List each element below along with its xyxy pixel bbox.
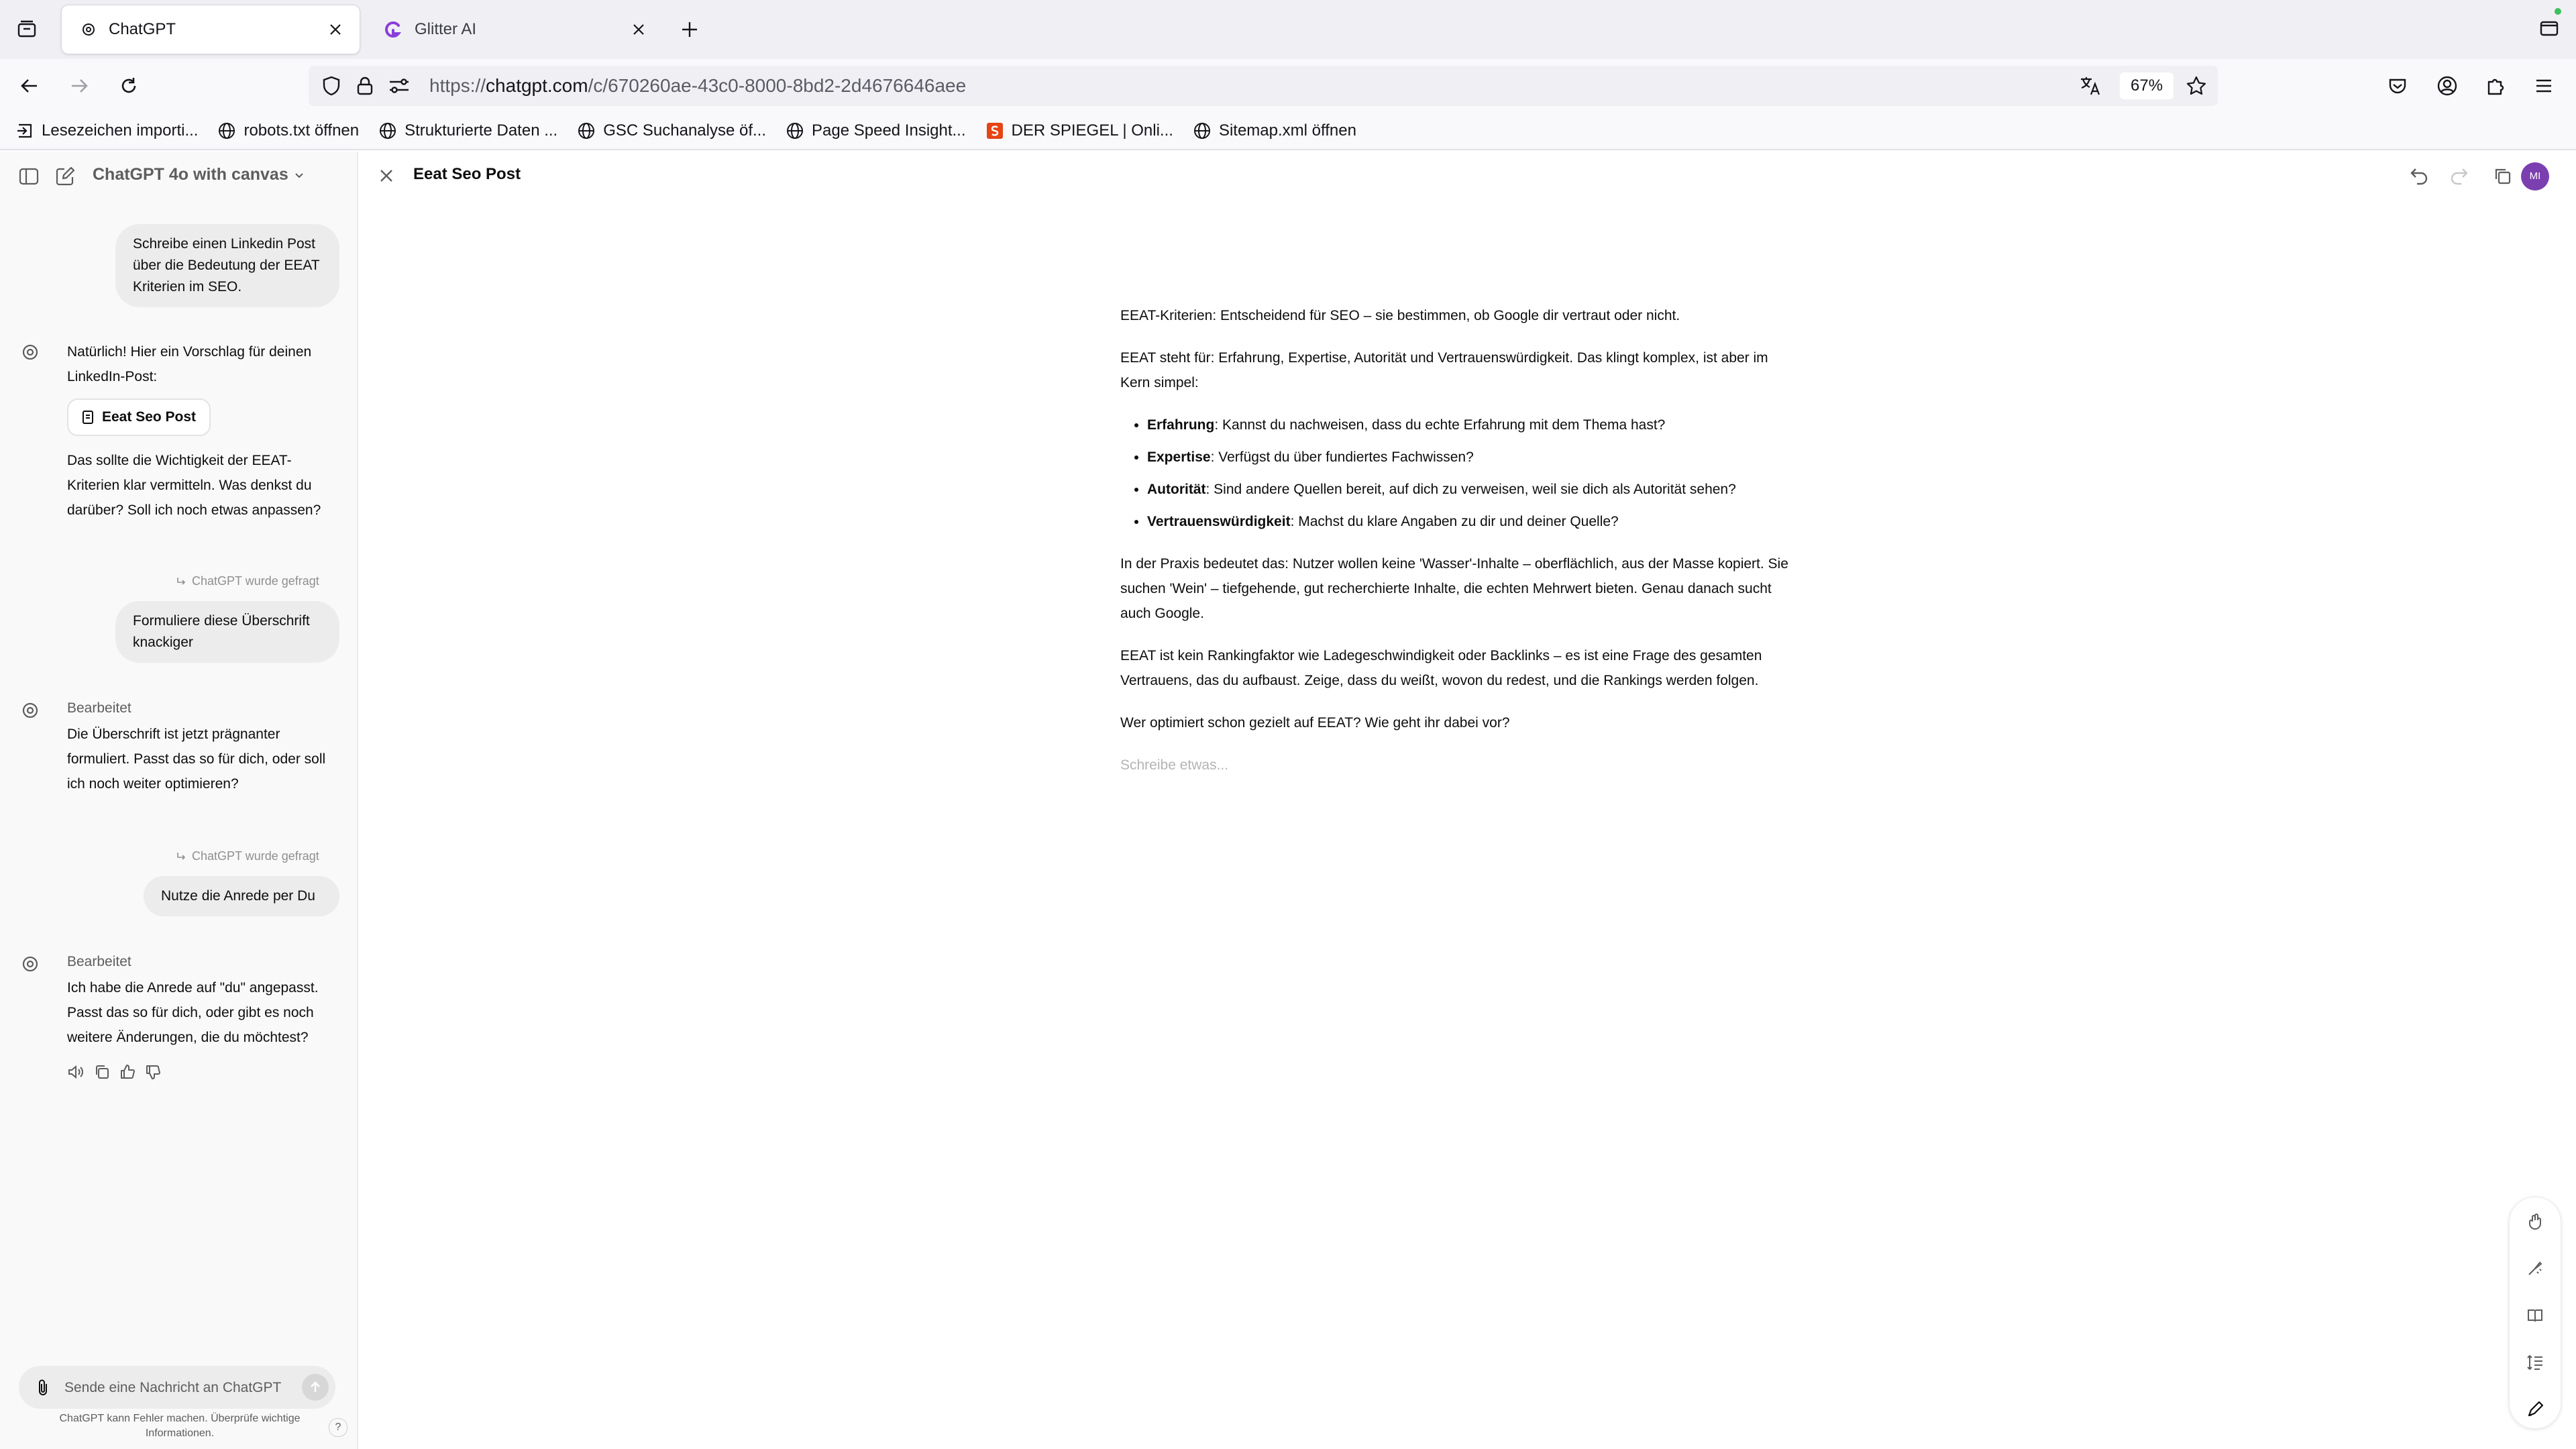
account-icon[interactable]: [2435, 74, 2459, 98]
bookmark-label: GSC Suchanalyse öf...: [603, 121, 767, 140]
bookmark-import[interactable]: [15, 121, 198, 141]
user-message-text: Schreibe einen Linkedin Post über die Bedeutung der EEAT Kriterien im SEO.: [133, 236, 320, 294]
globe-icon: [576, 121, 596, 141]
user-message-text: Nutze die Anrede per Du: [161, 888, 315, 904]
doc-paragraph: EEAT steht für: Erfahrung, Expertise, Autorität und Vertrauenswürdigkeit. Das klingt komplex, ist aber im Kern simpel:: [1120, 350, 1768, 390]
globe-icon: [1192, 121, 1212, 141]
import-icon: [15, 121, 35, 141]
back-icon[interactable]: [17, 74, 42, 98]
doc-bullet-text: : Verfügst du über fundiertes Fachwissen?: [1210, 449, 1474, 465]
thumbs-down-icon[interactable]: [145, 1064, 161, 1080]
new-chat-icon[interactable]: [54, 165, 76, 188]
doc-bullet-term: Autorität: [1147, 482, 1206, 497]
tab-glitter-ai[interactable]: [365, 5, 663, 54]
message-input[interactable]: [63, 1366, 294, 1410]
edited-label: Bearbeitet: [67, 700, 131, 716]
canvas-toolbar: [2509, 1197, 2561, 1429]
bookmarks-bar: [0, 113, 2576, 150]
url-prefix: https://: [429, 75, 486, 96]
url-text[interactable]: [429, 66, 966, 106]
message-composer: [19, 1366, 335, 1409]
window-icon[interactable]: [2537, 16, 2561, 40]
asked-label: [176, 849, 319, 863]
emoji-icon[interactable]: [2522, 1208, 2548, 1235]
assistant-message: Das sollte die Wichtigkeit der EEAT-Kriterien klar vermitteln. Was denkst du darüber? Soll ich noch etwas anpassen?: [67, 453, 321, 518]
doc-bullet-text: : Machst du klare Angaben zu dir und deiner Quelle?: [1290, 514, 1619, 529]
assistant-message: Natürlich! Hier ein Vorschlag für deinen LinkedIn-Post:: [67, 344, 312, 384]
asked-label-text: ChatGPT wurde gefragt: [192, 574, 319, 588]
copy-icon[interactable]: [94, 1064, 110, 1080]
tab-chatgpt[interactable]: [62, 5, 360, 54]
doc-bullet-text: : Sind andere Quellen bereit, auf dich zu verweisen, weil sie dich als Autorität sehen?: [1205, 482, 1736, 497]
bookmark-pagespeed[interactable]: [785, 121, 966, 141]
document-icon: [82, 410, 94, 425]
polish-icon[interactable]: [2522, 1255, 2548, 1282]
bookmark-gsc[interactable]: [576, 121, 766, 141]
undo-icon[interactable]: [2407, 164, 2431, 188]
doc-bullet-text: : Kannst du nachweisen, dass du echte Erfahrung mit dem Thema hast?: [1214, 417, 1666, 433]
attach-icon[interactable]: [34, 1378, 52, 1397]
zoom-level-badge[interactable]: 67%: [2120, 72, 2174, 99]
doc-bullet-list: [1120, 413, 1798, 534]
chatgpt-icon: [20, 954, 40, 974]
message-actions: [67, 1064, 161, 1080]
glitter-ai-icon: [384, 20, 402, 39]
bookmark-label: robots.txt öffnen: [244, 121, 360, 140]
read-aloud-icon[interactable]: [67, 1064, 85, 1080]
redo-icon[interactable]: [2447, 164, 2471, 188]
menu-icon[interactable]: [2532, 74, 2556, 98]
close-canvas-icon[interactable]: [376, 165, 397, 186]
chevron-down-icon: [294, 170, 305, 180]
pocket-icon[interactable]: [2385, 74, 2410, 98]
tab-strip: [0, 0, 2576, 59]
reading-level-icon[interactable]: [2522, 1302, 2548, 1329]
edited-label: Bearbeitet: [67, 954, 131, 969]
chatgpt-icon: [20, 342, 40, 362]
globe-icon: [217, 121, 237, 141]
asked-label-text: ChatGPT wurde gefragt: [192, 849, 319, 863]
doc-paragraph: Wer optimiert schon gezielt auf EEAT? Wie geht ihr dabei vor?: [1120, 715, 1510, 731]
bookmark-label: Page Speed Insight...: [812, 121, 966, 140]
model-picker[interactable]: [93, 165, 305, 184]
globe-icon: [378, 121, 398, 141]
asked-label: [176, 574, 319, 588]
doc-bullet: [1147, 477, 1798, 502]
chatgpt-icon: [20, 700, 40, 720]
close-tab-icon[interactable]: [325, 19, 346, 40]
doc-chip-label: Eeat Seo Post: [102, 409, 197, 425]
openai-icon: [80, 21, 97, 38]
thumbs-up-icon[interactable]: [119, 1064, 136, 1080]
close-tab-icon[interactable]: [628, 19, 649, 40]
doc-bullet-term: Vertrauenswürdigkeit: [1147, 514, 1291, 529]
canvas-title: Eeat Seo Post: [413, 165, 521, 183]
shield-icon[interactable]: [321, 75, 342, 97]
doc-bullet-term: Expertise: [1147, 449, 1211, 465]
bookmark-label: DER SPIEGEL | Onli...: [1011, 121, 1173, 140]
url-path: /c/670260ae-43c0-8000-8bd2-2d4676646aee: [588, 75, 967, 96]
canvas-document-chip[interactable]: [67, 398, 211, 436]
disclaimer: ChatGPT kann Fehler machen. Überprüfe wichtige Informationen.: [59, 1413, 301, 1439]
new-tab-icon[interactable]: [678, 17, 702, 42]
bookmark-sitemap[interactable]: [1192, 121, 1356, 141]
user-message: [115, 601, 339, 663]
reload-icon[interactable]: [117, 74, 141, 98]
doc-paragraph: In der Praxis bedeutet das: Nutzer wollen keine 'Wasser'-Inhalte – oberflächlich, aus der Masse kopiert. Sie suchen 'Wein' – tiefgehende, gut recherchierte Inhalte, die echten Mehrwert bieten. Genau danach sucht auch Google.: [1120, 556, 1788, 621]
canvas-document[interactable]: [1120, 303, 1798, 795]
bookmark-label: Sitemap.xml öffnen: [1218, 121, 1356, 140]
tab-title: ChatGPT: [109, 20, 176, 38]
copy-document-icon[interactable]: [2490, 164, 2514, 188]
doc-paragraph: EEAT-Kriterien: Entscheidend für SEO – sie bestimmen, ob Google dir vertraut oder nicht.: [1120, 308, 1680, 323]
send-button[interactable]: [302, 1374, 329, 1401]
user-message: [115, 224, 339, 307]
reply-arrow-icon: [176, 576, 186, 587]
doc-bullet: [1147, 509, 1798, 534]
url-host: chatgpt.com: [486, 75, 588, 96]
user-message-text: Formuliere diese Überschrift knackiger: [133, 613, 310, 650]
doc-bullet: [1147, 445, 1798, 470]
navigation-bar: [0, 59, 2576, 113]
model-label: ChatGPT 4o with canvas: [93, 165, 288, 184]
length-icon[interactable]: [2522, 1349, 2548, 1376]
doc-placeholder[interactable]: Schreibe etwas...: [1120, 757, 1229, 773]
tab-list-icon[interactable]: [15, 17, 39, 42]
doc-paragraph: EEAT ist kein Rankingfaktor wie Ladegeschwindigkeit oder Backlinks – es ist eine Frage des gesamten Vertrauens, das du aufbaust. Zeige, dass du weißt, wovon du redest, und die Rankings werden folgen.: [1120, 648, 1762, 688]
translate-icon[interactable]: [2078, 74, 2102, 98]
reply-arrow-icon: [176, 851, 186, 862]
bookmark-label: Strukturierte Daten ...: [405, 121, 558, 140]
bookmark-label: Lesezeichen importi...: [42, 121, 199, 140]
globe-icon: [785, 121, 805, 141]
toggle-sidebar-icon[interactable]: [17, 165, 40, 188]
bookmark-spiegel[interactable]: [985, 121, 1173, 141]
url-bar[interactable]: [309, 66, 2218, 106]
edit-suggestions-icon[interactable]: [2522, 1396, 2548, 1423]
bookmark-star-icon[interactable]: [2184, 74, 2208, 98]
assistant-message: Die Überschrift ist jetzt prägnanter formuliert. Passt das so für dich, oder soll ich noch weiter optimieren?: [67, 727, 326, 792]
avatar[interactable]: MI: [2521, 162, 2549, 191]
bookmark-robots[interactable]: [217, 121, 359, 141]
help-button[interactable]: ?: [329, 1418, 347, 1437]
spiegel-icon: [985, 121, 1005, 141]
bookmark-structured-data[interactable]: [378, 121, 557, 141]
chat-sidebar: [0, 152, 358, 1449]
doc-bullet: [1147, 413, 1798, 437]
update-dot: [2555, 8, 2561, 15]
forward-icon[interactable]: [67, 74, 91, 98]
doc-bullet-term: Erfahrung: [1147, 417, 1215, 433]
assistant-message: Ich habe die Anrede auf "du" angepasst. Passt das so für dich, oder gibt es noch weitere Änderungen, die du möchtest?: [67, 980, 319, 1045]
extensions-icon[interactable]: [2483, 74, 2508, 98]
user-message: [144, 876, 339, 916]
permissions-icon[interactable]: [388, 75, 411, 97]
tab-title: Glitter AI: [415, 20, 477, 38]
lock-icon[interactable]: [354, 75, 376, 97]
